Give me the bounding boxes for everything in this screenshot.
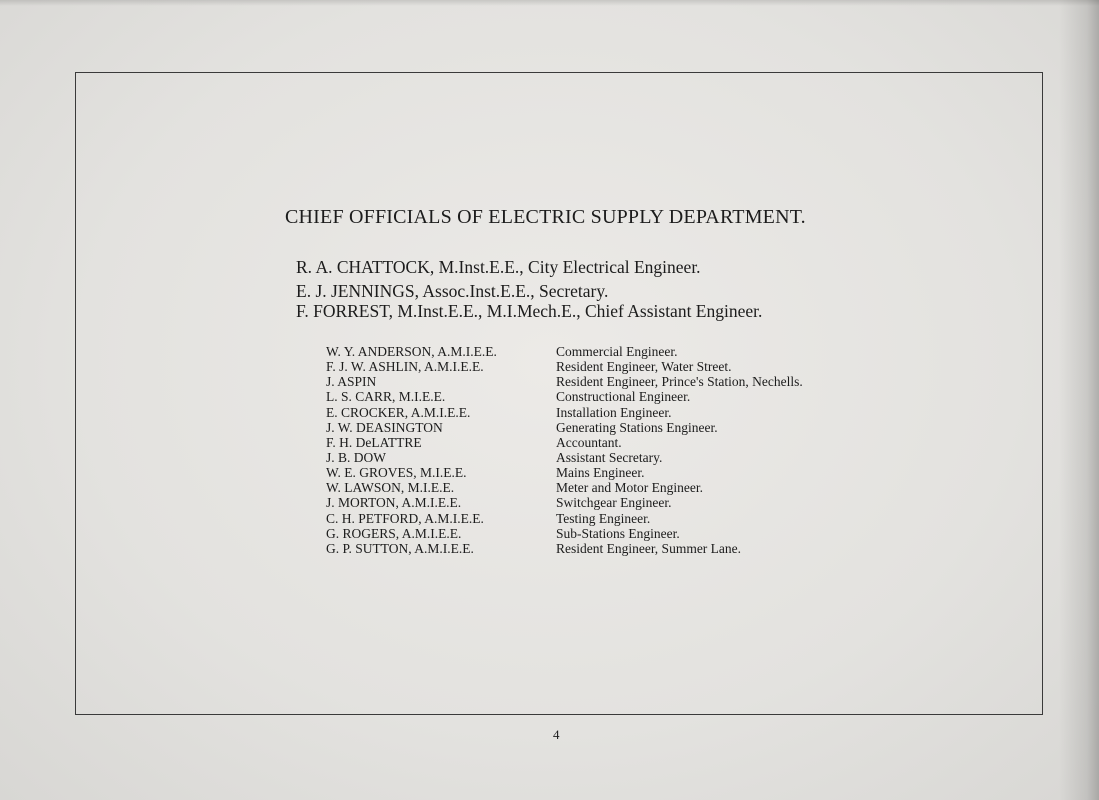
chief-official-3: F. FORREST, M.Inst.E.E., M.I.Mech.E., Chief Assistant Engineer. — [296, 301, 763, 321]
page-heading: CHIEF OFFICIALS OF ELECTRIC SUPPLY DEPARTMENT. — [285, 206, 806, 228]
staff-name: J. B. DOW — [326, 449, 386, 465]
staff-name: W. Y. ANDERSON, A.M.I.E.E. — [326, 344, 497, 359]
staff-role: Installation Engineer. — [556, 404, 672, 420]
staff-name: G. ROGERS, A.M.I.E.E. — [326, 525, 462, 541]
staff-name: C. H. PETFORD, A.M.I.E.E. — [326, 510, 484, 526]
staff-role: Resident Engineer, Water Street. — [556, 359, 732, 375]
staff-name: E. CROCKER, A.M.I.E.E. — [326, 404, 471, 420]
chief-official-2: E. J. JENNINGS, Assoc.Inst.E.E., Secretary. — [296, 281, 609, 301]
staff-role: Meter and Motor Engineer. — [556, 480, 703, 496]
staff-name: L. S. CARR, M.I.E.E. — [326, 389, 446, 405]
staff-name: W. E. GROVES, M.I.E.E. — [326, 465, 467, 481]
staff-name: G. P. SUTTON, A.M.I.E.E. — [326, 540, 474, 556]
staff-name: J. MORTON, A.M.I.E.E. — [326, 495, 462, 511]
page-binding-shadow — [1059, 0, 1099, 800]
staff-name: J. ASPIN — [326, 374, 377, 390]
staff-role: Generating Stations Engineer. — [556, 419, 718, 435]
chief-official-1: R. A. CHATTOCK, M.Inst.E.E., City Electrical Engineer. — [296, 257, 701, 277]
staff-name: F. H. DeLATTRE — [326, 434, 422, 450]
staff-role: Accountant. — [556, 434, 622, 450]
staff-role: Switchgear Engineer. — [556, 495, 672, 511]
page-top-shadow — [0, 0, 1099, 6]
staff-name: F. J. W. ASHLIN, A.M.I.E.E. — [326, 359, 484, 375]
staff-role: Commercial Engineer. — [556, 344, 678, 359]
staff-role: Constructional Engineer. — [556, 389, 691, 405]
page-number: 4 — [553, 727, 560, 742]
staff-name: J. W. DEASINGTON — [326, 419, 443, 435]
staff-role: Assistant Secretary. — [556, 449, 663, 465]
staff-name: W. LAWSON, M.I.E.E. — [326, 480, 455, 496]
staff-role: Mains Engineer. — [556, 465, 645, 481]
staff-role: Testing Engineer. — [556, 510, 651, 526]
staff-role: Sub-Stations Engineer. — [556, 525, 680, 541]
staff-role: Resident Engineer, Prince's Station, Nechells. — [556, 374, 803, 390]
staff-role: Resident Engineer, Summer Lane. — [556, 540, 742, 556]
